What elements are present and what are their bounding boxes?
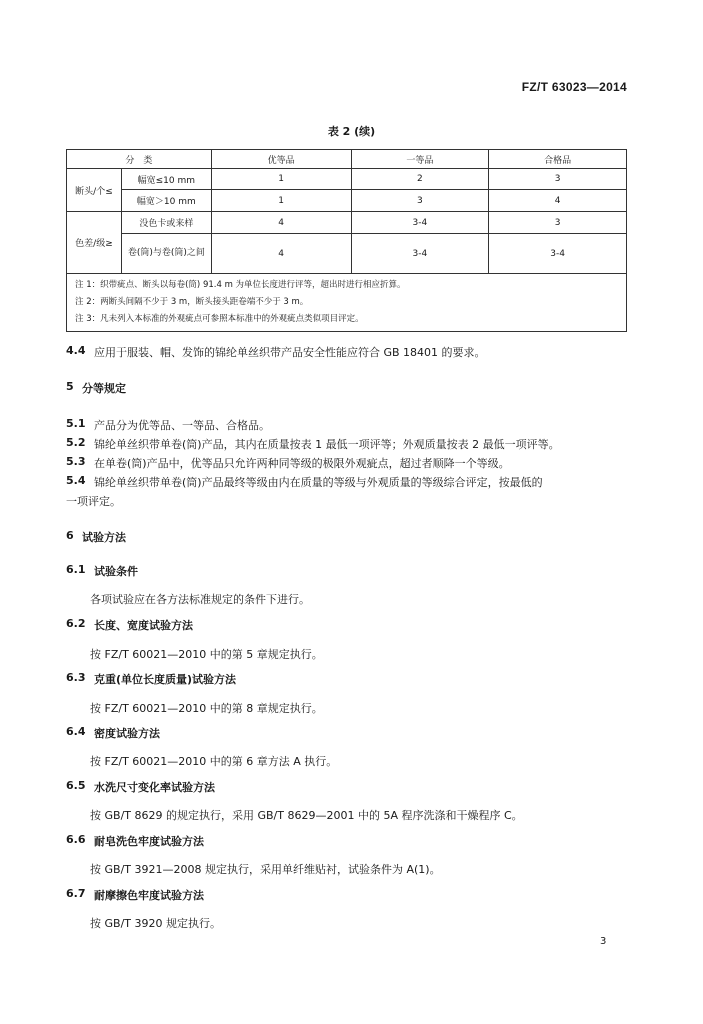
- subsection-text: 按 GB/T 3920 规定执行。: [90, 917, 221, 930]
- subsection-number: 6.2: [66, 617, 86, 630]
- cell-qualified: 3: [489, 212, 627, 234]
- table-row: [67, 169, 627, 190]
- table-header-row: [67, 150, 627, 169]
- subsection-title: 试验条件: [94, 565, 138, 578]
- group-breaks: 断头/个≤: [67, 169, 122, 212]
- subsection-number: 6.1: [66, 563, 86, 576]
- section-number: 5: [66, 380, 74, 393]
- cell-premium: 4: [211, 234, 351, 274]
- subsection-number: 6.5: [66, 779, 86, 792]
- clause-number: 5.1: [66, 417, 86, 430]
- grade-table: [66, 149, 627, 332]
- cell-first: 3: [351, 190, 489, 212]
- section-number: 6: [66, 529, 74, 542]
- subsection-text: 按 GB/T 8629 的规定执行，采用 GB/T 8629—2001 中的 5A 程序洗涤和干燥程序 C。: [90, 809, 523, 822]
- cell-premium: 4: [211, 212, 351, 234]
- cell-premium: 1: [211, 169, 351, 190]
- header-premium: 优等品: [211, 150, 351, 169]
- subsection-title: 耐皂洗色牢度试验方法: [94, 835, 204, 848]
- group-color: 色差/级≥: [67, 212, 122, 274]
- cell-first: 3-4: [351, 234, 489, 274]
- subsection-number: 6.4: [66, 725, 86, 738]
- clause-text-continued: 一项评定。: [66, 495, 121, 508]
- header-category: 分 类: [67, 150, 212, 169]
- clause-text: 产品分为优等品、一等品、合格品。: [94, 419, 270, 432]
- cell-first: 2: [351, 169, 489, 190]
- subsection-title: 长度、宽度试验方法: [94, 619, 193, 632]
- subsection-title: 水洗尺寸变化率试验方法: [94, 781, 215, 794]
- row-item: 幅宽＞10 mm: [121, 190, 211, 212]
- header-qualified: 合格品: [489, 150, 627, 169]
- table-notes-row: [67, 274, 627, 332]
- cell-qualified: 3-4: [489, 234, 627, 274]
- section-title: 试验方法: [82, 531, 126, 544]
- subsection-text: 按 FZ/T 60021—2010 中的第 8 章规定执行。: [90, 702, 323, 715]
- row-item: 没色卡或来样: [121, 212, 211, 234]
- subsection-title: 密度试验方法: [94, 727, 160, 740]
- table-row: [67, 234, 627, 274]
- cell-qualified: 4: [489, 190, 627, 212]
- page-number: 3: [600, 936, 607, 947]
- section-title: 分等规定: [82, 382, 126, 395]
- subsection-text: 按 FZ/T 60021—2010 中的第 5 章规定执行。: [90, 648, 323, 661]
- subsection-title: 克重(单位长度质量)试验方法: [94, 673, 237, 686]
- table-notes: [67, 274, 627, 332]
- cell-premium: 1: [211, 190, 351, 212]
- clause-text: 锦纶单丝织带单卷(筒)产品，其内在质量按表 1 最低一项评等；外观质量按表 2 最低一项评等。: [94, 438, 560, 451]
- clause-text: 在单卷(筒)产品中，优等品只允许两种同等级的极限外观疵点，超过者顺降一个等级。: [94, 457, 510, 470]
- subsection-number: 6.6: [66, 833, 86, 846]
- clause-text: 锦纶单丝织带单卷(筒)产品最终等级由内在质量的等级与外观质量的等级综合评定，按最低的: [94, 476, 543, 489]
- table-note: 注 2：两断头间隔不少于 3 m，断头接头距卷端不少于 3 m。: [75, 297, 309, 307]
- subsection-text: 按 GB/T 3921—2008 规定执行，采用单纤维贴衬，试验条件为 A(1)。: [90, 863, 441, 876]
- table-row: [67, 190, 627, 212]
- table-title: 表 2 (续): [327, 125, 376, 138]
- clause-text: 应用于服装、帽、发饰的锦纶单丝织带产品安全性能应符合 GB 18401 的要求。: [94, 346, 486, 359]
- clause-number: 5.4: [66, 474, 86, 487]
- subsection-text: 各项试验应在各方法标准规定的条件下进行。: [90, 593, 310, 606]
- clause-number: 5.2: [66, 436, 86, 449]
- subsection-title: 耐摩擦色牢度试验方法: [94, 889, 204, 902]
- clause-number: 4.4: [66, 344, 86, 357]
- table-note: 注 1：织带疵点、断头以每卷(筒) 91.4 m 为单位长度进行评等，超出时进行相应折算。: [75, 280, 406, 290]
- subsection-text: 按 FZ/T 60021—2010 中的第 6 章方法 A 执行。: [90, 755, 338, 768]
- clause-number: 5.3: [66, 455, 86, 468]
- subsection-number: 6.3: [66, 671, 86, 684]
- subsection-number: 6.7: [66, 887, 86, 900]
- standard-code: FZ/T 63023—2014: [521, 80, 627, 94]
- table-note: 注 3：凡未列入本标准的外观疵点可参照本标准中的外观疵点类似项目评定。: [75, 314, 364, 324]
- header-first: 一等品: [351, 150, 489, 169]
- row-item: 卷(筒)与卷(筒)之间: [121, 234, 211, 274]
- table-row: [67, 212, 627, 234]
- cell-first: 3-4: [351, 212, 489, 234]
- row-item: 幅宽≤10 mm: [121, 169, 211, 190]
- cell-qualified: 3: [489, 169, 627, 190]
